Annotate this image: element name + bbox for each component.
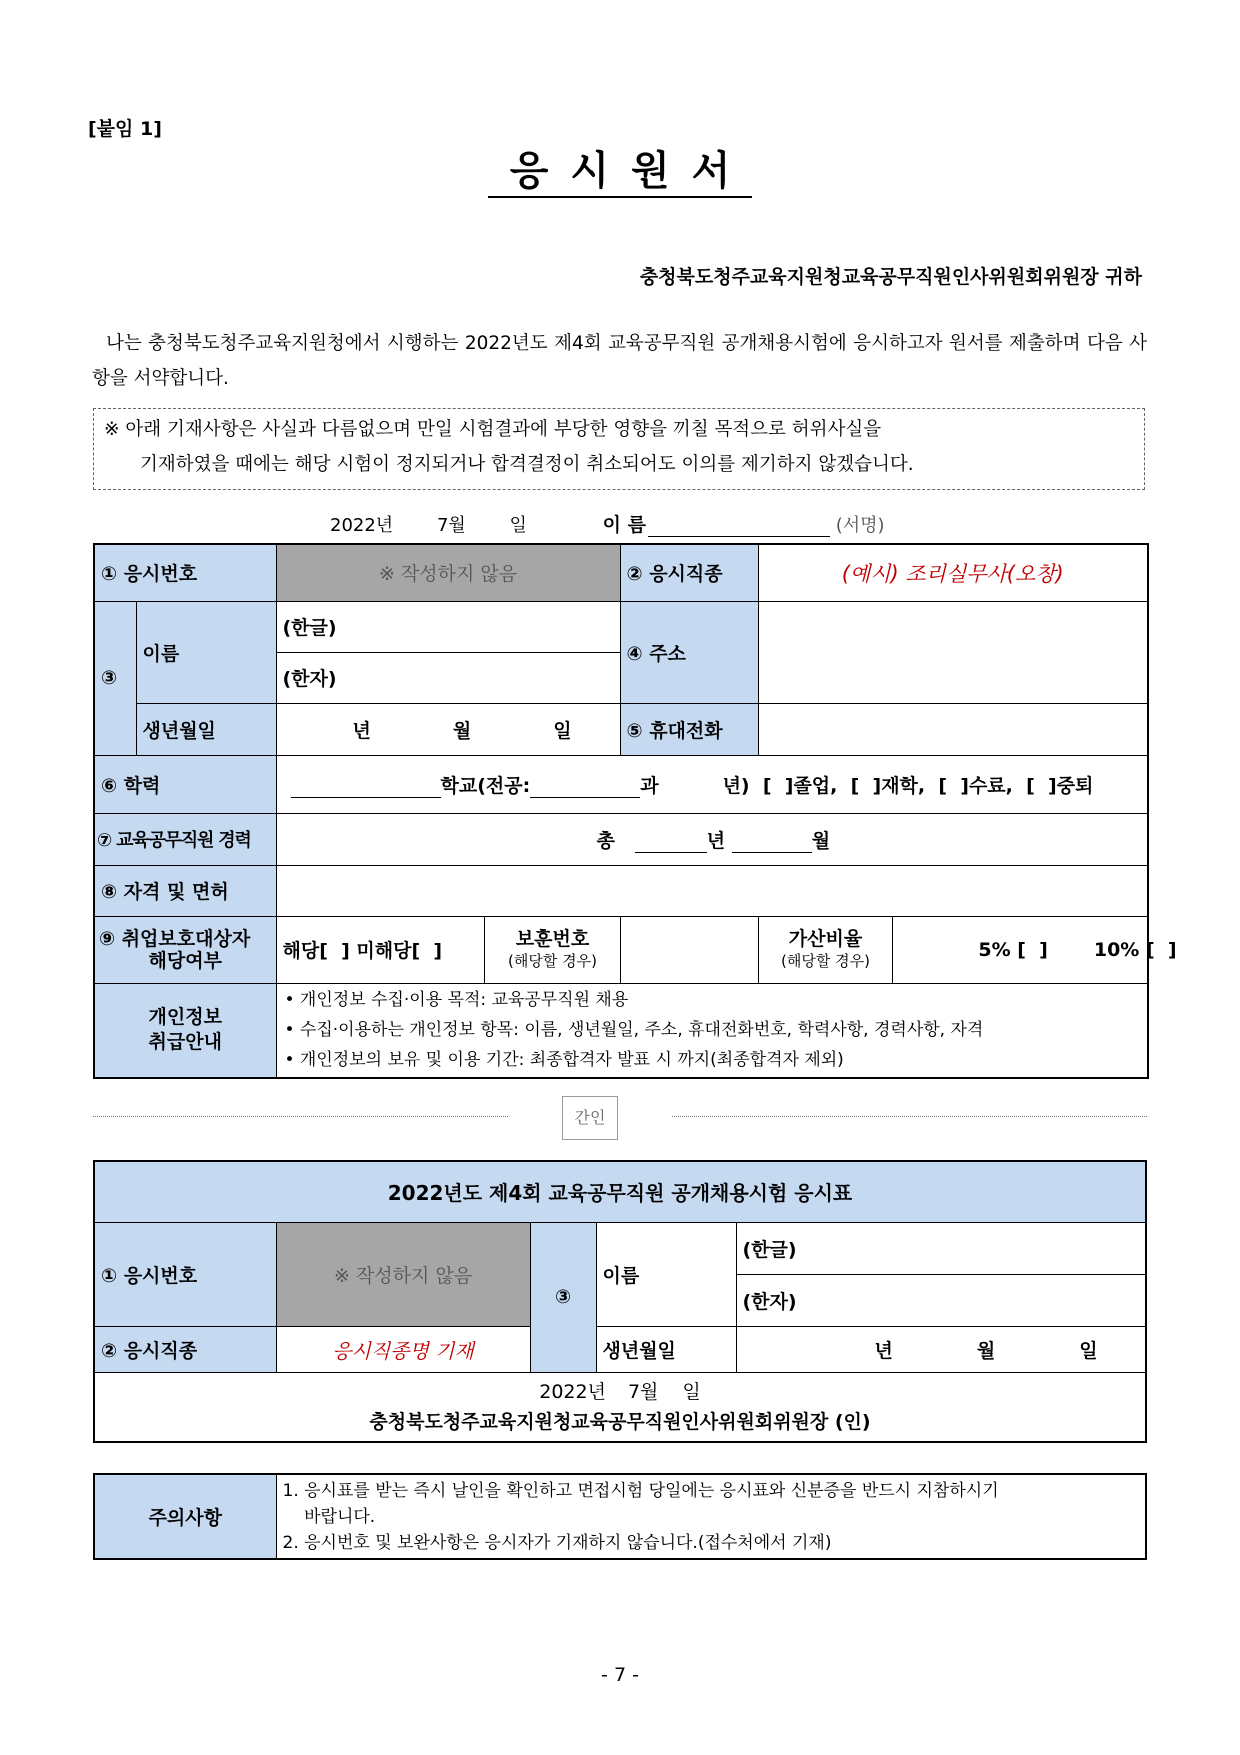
- application-form: [93, 543, 1177, 1079]
- caution-label: 주의사항: [94, 1474, 276, 1559]
- phone-field[interactable]: [758, 703, 1148, 755]
- phone-label: ⑤ 휴대전화: [620, 703, 758, 755]
- caution-box: [93, 1473, 1147, 1560]
- exam-no-label: ① 응시번호: [94, 544, 276, 601]
- protect-row: [276, 916, 1177, 983]
- education-field[interactable]: [276, 755, 1148, 813]
- privacy-item: • 개인정보의 보유 및 이용 기간: 최종합격자 발표 시 까지(최종합격자 제외): [284, 1050, 844, 1071]
- caution-item: 2. 응시번호 및 보완사항은 응시자가 기재하지 않습니다.(접수처에서 기재): [282, 1532, 832, 1553]
- ticket-exam-no-label: ① 응시번호: [94, 1222, 276, 1326]
- ticket-date: [101, 1377, 1139, 1407]
- ticket-job-value[interactable]: 응시직종명 기재: [276, 1326, 530, 1372]
- birth-day: 일: [553, 719, 572, 742]
- name-hanja-field[interactable]: (한자): [276, 652, 620, 703]
- page-number: - 7 -: [601, 1664, 639, 1686]
- privacy-label-1: 개인정보: [148, 1006, 222, 1029]
- bonus-5[interactable]: 5% [ ]: [978, 938, 1048, 961]
- ticket-name-hanja[interactable]: (한자): [736, 1274, 1146, 1326]
- career-month: 월: [811, 829, 831, 852]
- cut-line-left: [93, 1116, 508, 1117]
- ticket-date-day: 일: [682, 1380, 701, 1403]
- job-label: ② 응시직종: [620, 544, 758, 601]
- pledge-line-2: 기재하였을 때에는 해당 시험이 정지되거나 합격결정이 취소되어도 이의를 제기하지 않겠습니다.: [140, 454, 914, 475]
- caution-item: 1. 응시표를 받는 즉시 날인을 확인하고 면접시험 당일에는 응시표와 신분증을 반드시 지참하시기: [282, 1480, 999, 1501]
- bonus-title: 가산비율: [788, 927, 863, 950]
- sign-year: 2022년: [330, 515, 394, 536]
- ticket-birth-day: 일: [1079, 1339, 1098, 1362]
- school-blank[interactable]: [291, 779, 441, 798]
- sign-day: 일: [509, 515, 527, 536]
- job-value[interactable]: (예시) 조리실무사(오창): [758, 544, 1148, 601]
- protect-label: [94, 916, 276, 983]
- birth-month: 월: [452, 719, 472, 742]
- name-kor-field[interactable]: (한글): [276, 601, 620, 652]
- page-title-wrap: [0, 146, 1240, 198]
- name-label: 이름: [136, 601, 276, 703]
- address-field[interactable]: [758, 601, 1148, 703]
- ticket-title: 2022년도 제4회 교육공무직원 공개채용시험 응시표: [94, 1161, 1146, 1222]
- license-label: ⑧ 자격 및 면허: [94, 865, 276, 916]
- admission-ticket: [93, 1160, 1147, 1443]
- pledge-notice: [93, 408, 1145, 490]
- ticket-exam-no-value: ※ 작성하지 않음: [276, 1222, 530, 1326]
- privacy-item: • 개인정보 수집·이용 목적: 교육공무직원 채용: [284, 990, 629, 1011]
- cut-seal-label: 간인: [562, 1096, 618, 1140]
- veteran-no-title: 보훈번호: [515, 927, 590, 950]
- edu-year: 년): [722, 774, 750, 797]
- cut-line-right: [672, 1116, 1147, 1117]
- ticket-name-kor[interactable]: (한글): [736, 1222, 1146, 1274]
- ticket-birth-year: 년: [874, 1339, 893, 1362]
- page-title: 응시원서: [488, 146, 753, 198]
- ticket-birth-label: 생년월일: [596, 1326, 736, 1372]
- birth-year: 년: [352, 719, 371, 742]
- addressee: 충청북도청주교육지원청교육공무직원인사위원회위원장 귀하: [639, 266, 1142, 288]
- bonus-10[interactable]: 10% [ ]: [1093, 938, 1177, 961]
- person-number: ③: [94, 601, 136, 755]
- career-total: 총: [596, 829, 615, 852]
- ticket-footer: [94, 1372, 1146, 1442]
- education-label: ⑥ 학력: [94, 755, 276, 813]
- bonus-label: [759, 917, 893, 983]
- career-year: 년: [706, 829, 726, 852]
- intro-text: 나는 충청북도청주교육지원청에서 시행하는 2022년도 제4회 교육공무직원 공개채용시험에 응시하고자 원서를 제출하며 다음 사항을 서약합니다.: [92, 333, 1147, 389]
- sign-name-label: 이 름: [602, 514, 646, 536]
- caution-notes: [276, 1474, 1146, 1559]
- sign-line: [330, 510, 885, 537]
- veteran-no-label: [485, 917, 621, 983]
- ticket-birth-month: 월: [976, 1339, 996, 1362]
- ticket-job-label: ② 응시직종: [94, 1326, 276, 1372]
- privacy-item: • 수집·이용하는 개인정보 항목: 이름, 생년월일, 주소, 휴대전화번호, 학력사항, 경력사항, 자격: [284, 1020, 984, 1041]
- attachment-label: [붙임 1]: [88, 118, 162, 140]
- major-blank[interactable]: [530, 779, 640, 798]
- caution-item: 바랍니다.: [282, 1506, 376, 1527]
- ticket-issuer: 충청북도청주교육지원청교육공무직원인사위원회위원장 (인): [369, 1410, 871, 1433]
- signature-field[interactable]: [648, 516, 830, 537]
- career-field[interactable]: [276, 813, 1148, 865]
- protect-label-2: 해당여부: [148, 949, 222, 972]
- ticket-person-number: ③: [530, 1222, 596, 1372]
- sign-mark: (서명): [835, 515, 885, 536]
- ticket-birth-field[interactable]: [736, 1326, 1146, 1372]
- ticket-date-month: 7월: [627, 1380, 659, 1403]
- exam-no-value: ※ 작성하지 않음: [276, 544, 620, 601]
- pledge-line-1: ※ 아래 기재사항은 사실과 다름없으며 만일 시험결과에 부당한 영향을 끼칠 목적으로 허위사실을: [104, 419, 882, 440]
- protect-options[interactable]: 해당[ ] 미해당[ ]: [277, 917, 485, 983]
- sign-month: 7월: [436, 515, 466, 536]
- birth-field[interactable]: [276, 703, 620, 755]
- edu-dept: 과: [640, 774, 659, 797]
- ticket-name-label: 이름: [596, 1222, 736, 1326]
- bonus-sub: (해당할 경우): [781, 951, 870, 970]
- privacy-notice: [276, 983, 1148, 1078]
- license-field[interactable]: [276, 865, 1148, 916]
- career-month-blank[interactable]: [732, 834, 812, 853]
- veteran-no-field[interactable]: [621, 917, 759, 983]
- privacy-label: [94, 983, 276, 1078]
- career-label: ⑦ 교육공무직원 경력: [94, 813, 276, 865]
- edu-school: 학교(전공:: [440, 774, 531, 797]
- protect-label-1: ⑨ 취업보호대상자: [99, 927, 251, 950]
- privacy-label-2: 취급안내: [148, 1031, 222, 1054]
- birth-label: 생년월일: [136, 703, 276, 755]
- career-year-blank[interactable]: [635, 834, 707, 853]
- address-label: ④ 주소: [620, 601, 758, 703]
- bonus-options[interactable]: [893, 917, 1177, 983]
- veteran-no-sub: (해당할 경우): [508, 951, 597, 970]
- ticket-date-year: 2022년: [539, 1380, 606, 1403]
- edu-options[interactable]: [ ]졸업, [ ]재학, [ ]수료, [ ]중퇴: [762, 774, 1094, 797]
